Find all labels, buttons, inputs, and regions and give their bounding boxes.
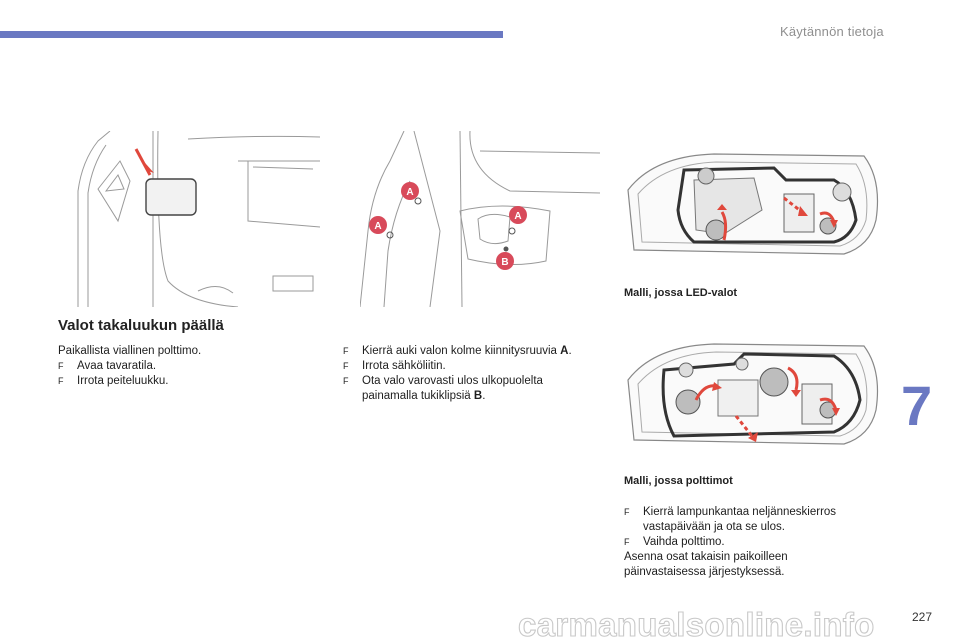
page-number: 227 [912,610,933,624]
bulb-caption: Malli, jossa polttimot [624,475,733,487]
step-remove-light: Ota valo varovasti ulos ulkopuolelta painamalla tukiklipsiä B. [362,375,543,402]
step-remove-cover: Irrota peiteluukku. [77,375,169,387]
list-item [343,374,603,404]
intro-text: Paikallista viallinen polttimo. [58,345,202,357]
label-a-2: A [374,221,382,232]
led-caption: Malli, jossa LED-valot [624,287,738,299]
list-item [624,505,904,535]
reassemble-text: Asenna osat takaisin paikoilleen päinvastaisessa järjestyksessä. [624,551,788,578]
bullet-marker: F [343,361,349,371]
step-open-trunk: Avaa tavaratila. [77,360,157,372]
bullet-marker: F [58,361,64,371]
chapter-title: Käytännön tietoja [780,24,884,39]
bullet-marker: F [58,376,64,386]
bulb-light-unit-illustration [624,340,882,450]
screws-and-clip-illustration [360,131,600,307]
right-column-text [624,505,904,580]
step-turn-bulbholder: Kierrä lampunkantaa neljänneskierros vastapäivään ja ota se ulos. [643,506,837,533]
middle-column-text [343,344,603,404]
list-item [343,359,603,374]
step-disconnect: Irrota sähköliitin. [362,360,446,372]
bullet-marker: F [624,507,630,517]
label-b: B [501,257,509,268]
bullet-marker: F [624,537,630,547]
list-item [58,374,318,389]
step-replace-bulb: Vaihda polttimo. [643,536,725,548]
list-item [58,359,318,374]
chapter-number: 7 [901,374,933,437]
label-a-3: A [514,211,522,222]
section-title: Valot takaluukun päällä [58,317,224,334]
bullet-marker: F [343,346,349,356]
list-item [343,344,603,359]
left-column-text [58,344,318,389]
step-unscrew-text: Kierrä auki valon kolme kiinnitysruuvia A. [362,345,572,357]
watermark: carmanualsonline.info [518,606,875,643]
bullet-marker: F [343,376,349,386]
led-light-unit-illustration [624,150,882,260]
header-accent-bar [0,31,503,38]
label-a-1: A [406,187,414,198]
tailgate-cover-illustration [58,131,320,307]
list-item [624,535,904,550]
